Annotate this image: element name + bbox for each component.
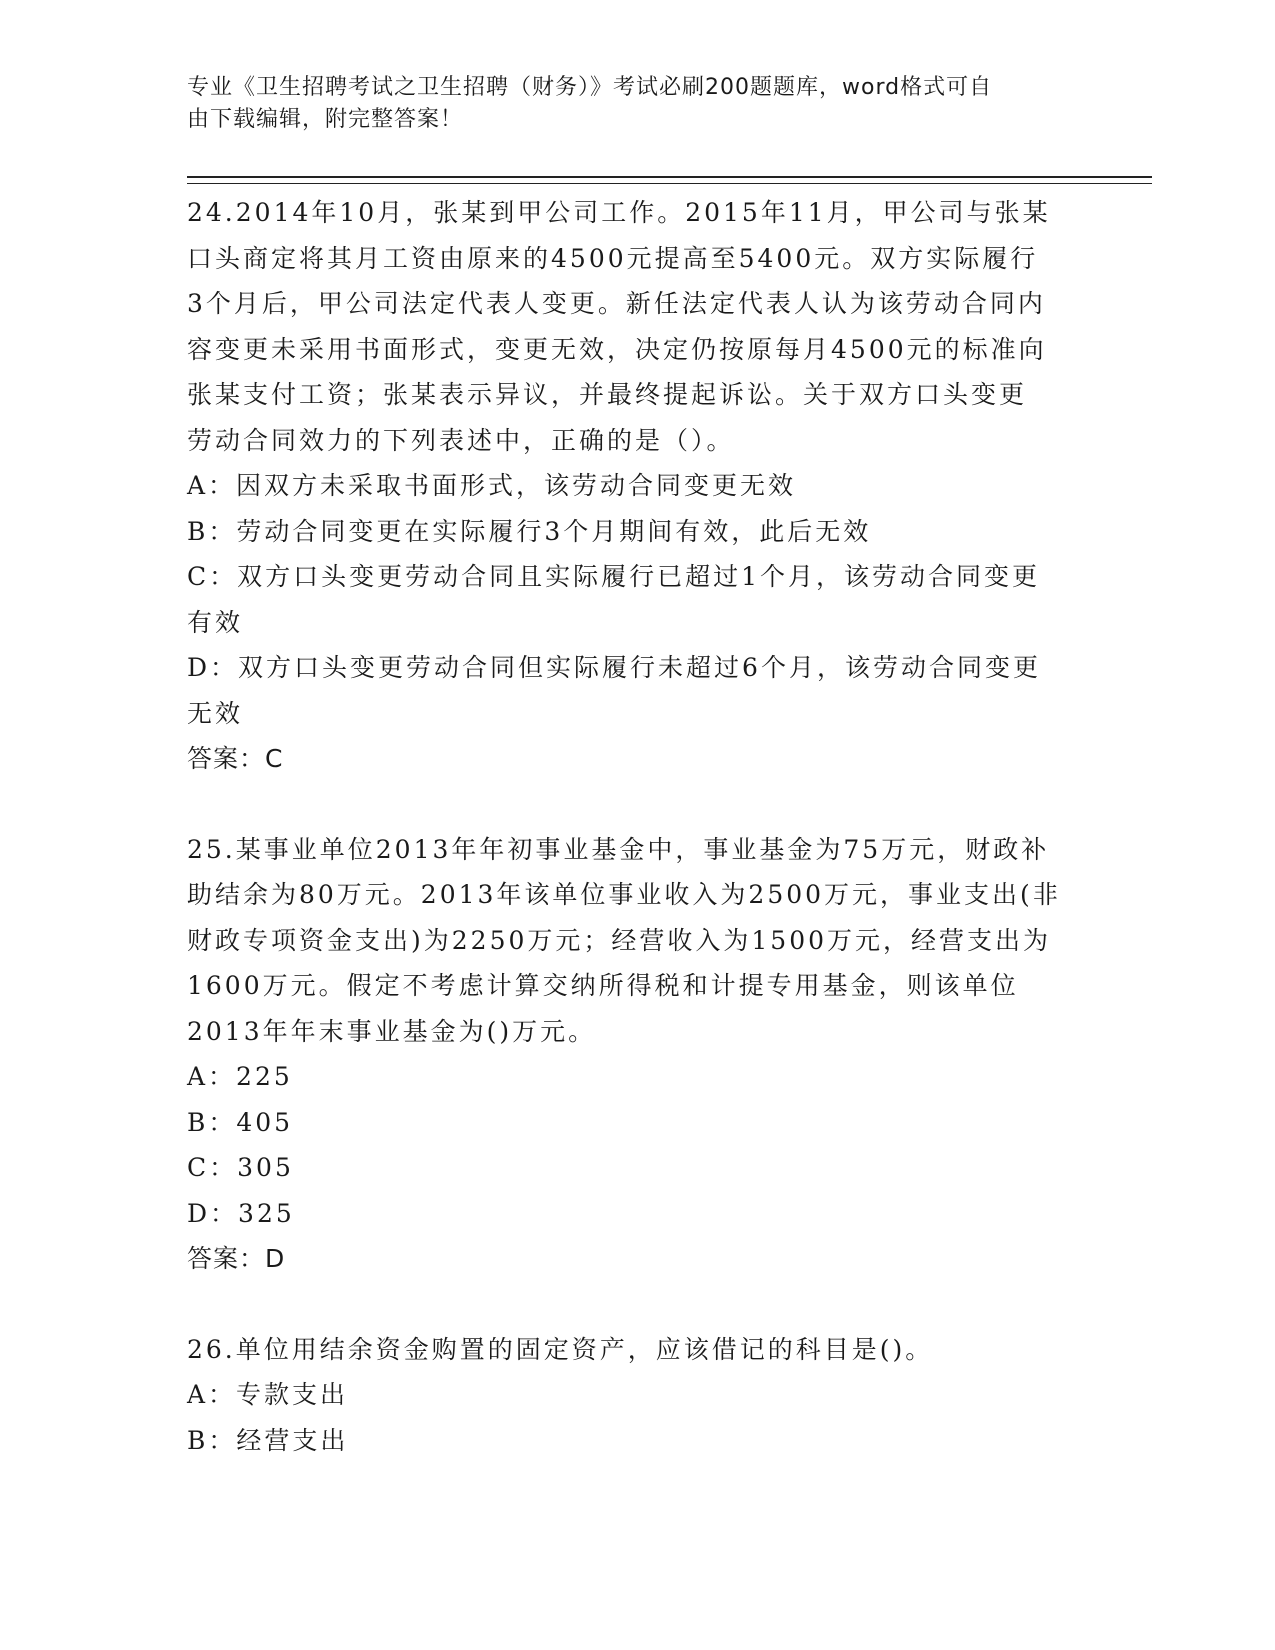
document-header <box>187 72 1067 136</box>
question-text-line: 助结余为80万元。2013年该单位事业收入为2500万元，事业支出(非 <box>187 880 1061 909</box>
question-text-line: 2013年年末事业基金为()万元。 <box>187 1016 597 1046</box>
question-24-option-a <box>187 463 1077 509</box>
question-26-option-a: A：专款支出 <box>187 1380 349 1409</box>
header-divider-thin <box>187 183 1152 184</box>
option-line: B：劳动合同变更在实际履行3个月期间有效，此后无效 <box>187 516 872 546</box>
question-25-option-b: B：405 <box>187 1107 294 1137</box>
question-text-line: 劳动合同效力的下列表述中，正确的是（）。 <box>187 425 735 455</box>
option-line: D：双方口头变更劳动合同但实际履行未超过6个月，该劳动合同变更 <box>187 653 1041 682</box>
question-24-option-c <box>187 554 1077 645</box>
header-line-1: 专业《卫生招聘考试之卫生招聘（财务）》考试必刷200题题库，word格式可自 <box>187 75 993 100</box>
option-line: A：因双方未采取书面形式，该劳动合同变更无效 <box>187 471 797 500</box>
question-text-line: 25.某事业单位2013年年初事业基金中，事业基金为75万元，财政补 <box>187 834 1050 864</box>
question-text-line: 3个月后，甲公司法定代表人变更。新任法定代表人认为该劳动合同内 <box>187 289 1046 318</box>
question-text-line: 26.单位用结余资金购置的固定资产，应该借记的科目是()。 <box>187 1334 934 1364</box>
question-24 <box>187 190 1077 782</box>
question-text-line: 口头商定将其月工资由原来的4500元提高至5400元。双方实际履行 <box>187 243 1039 273</box>
question-24-answer: 答案：C <box>187 744 284 773</box>
question-text-line: 1600万元。假定不考虑计算交纳所得税和计提专用基金，则该单位 <box>187 971 1019 1000</box>
header-divider-thick <box>187 176 1152 178</box>
question-text-line: 24.2014年10月，张某到甲公司工作。2015年11月，甲公司与张某 <box>187 198 1051 227</box>
question-25-answer: 答案：D <box>187 1244 286 1273</box>
question-26 <box>187 1327 1077 1464</box>
question-25-option-c: C：305 <box>187 1153 294 1182</box>
question-list <box>187 190 1077 1463</box>
question-24-option-b <box>187 509 1077 555</box>
question-text-line: 张某支付工资；张某表示异议，并最终提起诉讼。关于双方口头变更 <box>187 380 1028 409</box>
option-line: 有效 <box>187 607 244 637</box>
question-spacer <box>187 1282 1077 1327</box>
question-text-line: 容变更未采用书面形式，变更无效，决定仍按原每月4500元的标准向 <box>187 334 1047 364</box>
option-line: C：双方口头变更劳动合同且实际履行已超过1个月，该劳动合同变更 <box>187 562 1041 591</box>
question-text-line: 财政专项资金支出)为2250万元；经营收入为1500万元，经营支出为 <box>187 925 1052 955</box>
question-25 <box>187 827 1077 1282</box>
header-line-2: 由下载编辑，附完整答案！ <box>187 107 464 132</box>
question-24-option-d <box>187 645 1077 736</box>
question-24-text <box>187 190 1077 463</box>
question-spacer <box>187 782 1077 827</box>
question-26-option-b: B：经营支出 <box>187 1425 349 1455</box>
question-26-text <box>187 1327 1077 1373</box>
question-25-text <box>187 827 1077 1055</box>
question-25-option-d: D：325 <box>187 1198 295 1228</box>
question-25-option-a: A：225 <box>187 1062 293 1091</box>
option-line: 无效 <box>187 698 244 728</box>
